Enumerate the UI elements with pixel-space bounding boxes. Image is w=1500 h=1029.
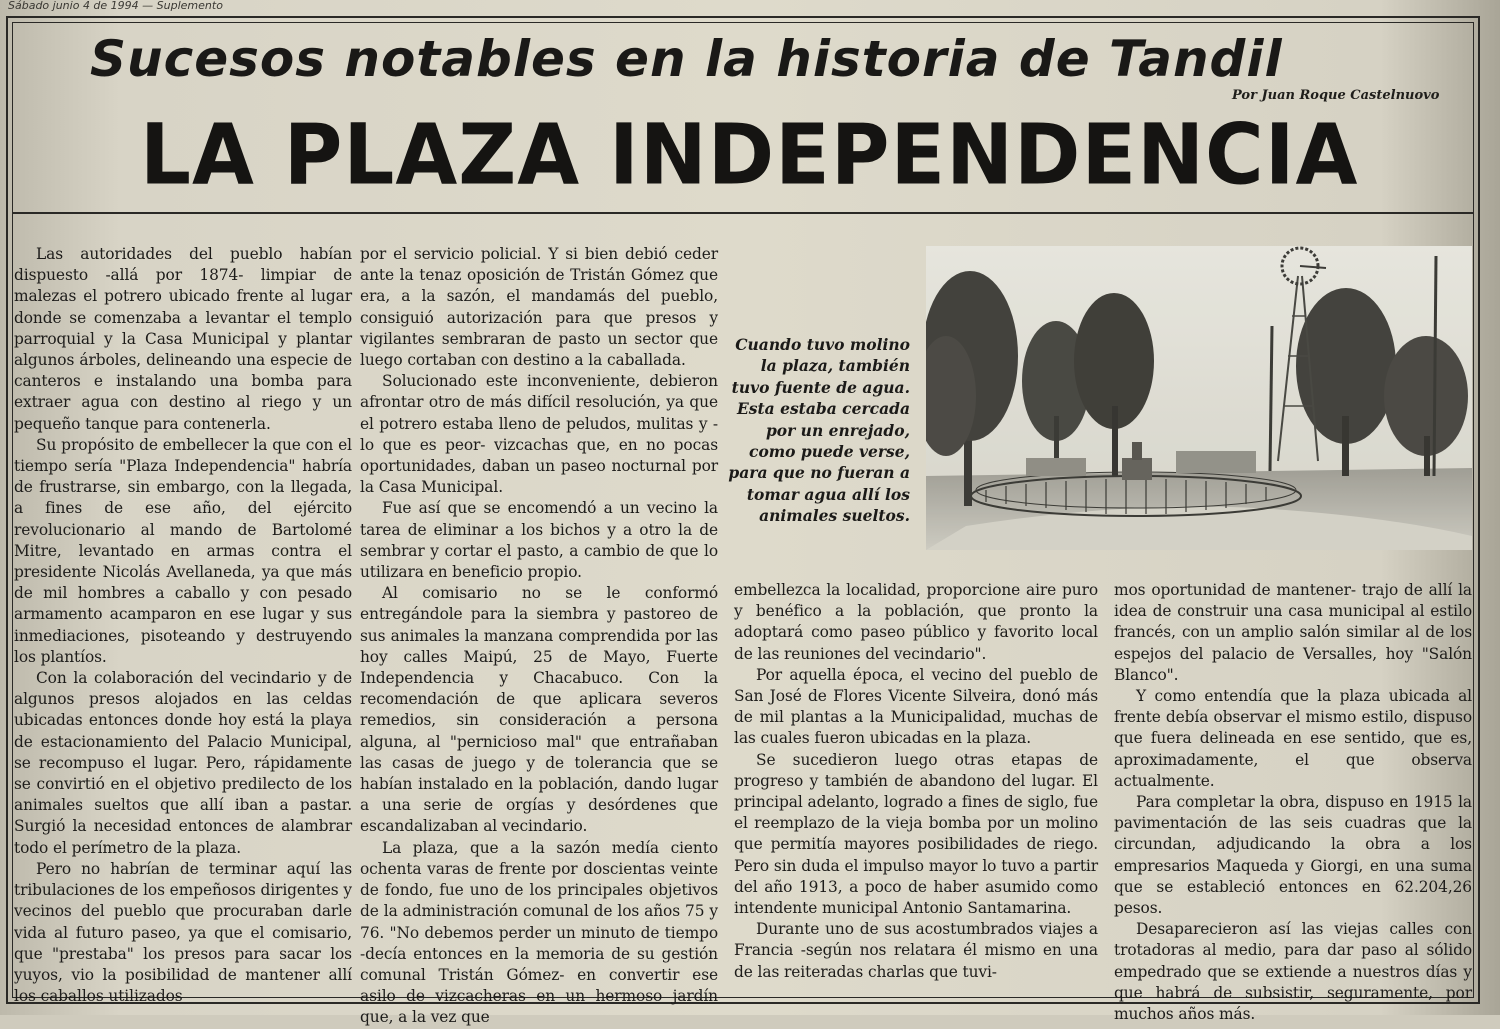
plaza-photo	[926, 246, 1472, 550]
photo-caption: Cuando tuvo molino la plaza, también tuvo fuente de agua. Esta estaba cercada por un enrejado, como puede verse, para que no fueran a tomar agua allí los animales sueltos.	[728, 335, 910, 526]
kicker-title: Sucesos notables en la historia de Tandil	[90, 30, 1283, 88]
paragraph: Desaparecieron así las viejas calles con trotadoras al medio, para dar paso al sólido empedrado que se extiende a nuestros días y que habrá de subsistir, seguramente, por muchos años más.	[1114, 920, 1472, 1024]
column-3	[734, 580, 1098, 983]
paragraph: Solucionado este inconveniente, debieron afrontar otro de más difícil resolución, ya que el potrero estaba lleno de peludos, mulitas y -lo que es peor- vizcachas que, en no pocas oportunidades, daban un paseo nocturnal por la Casa Municipal.	[360, 372, 718, 497]
headline-rule	[12, 212, 1474, 214]
paragraph: Para completar la obra, dispuso en 1915 la pavimentación de las seis cuadras que la circundan, adjudicando la obra a los empresarios Maqueda y Giorgi, en una suma que se estableció entonces en 62.204,26 pesos.	[1114, 793, 1472, 918]
headline: LA PLAZA INDEPENDENCIA	[140, 105, 1359, 204]
paragraph: Se sucedieron luego otras etapas de progreso y también de abandono del lugar. El principal adelanto, logrado a fines de siglo, fue el reemplazo de la vieja bomba por un molino que permitía mayores posibilidades de riego. Pero sin duda el impulso mayor lo tuvo a partir del año 1913, a poco de haber asumido como intendente municipal Antonio Santamarina.	[734, 750, 1098, 918]
paragraph: La plaza, que a la sazón medía ciento ochenta varas de frente por doscientas veinte de fondo, fue uno de los principales objetivos de la administración comunal de los años 75 y 76. "No debemos perder un minuto de tiempo -decía entonces en la memoria de su gestión comunal Tristán Gómez- en convertir ese asilo de vizcacheras en un hermoso jardín que, a la vez que	[360, 838, 718, 1027]
column-2	[360, 244, 718, 1029]
paragraph: Y como entendía que la plaza ubicada al frente debía observar el mismo estilo, dispuso que fuera delineada en ese sentido, que es, aproximadamente, el que observa actualmente.	[1114, 687, 1472, 790]
paragraph: Las autoridades del pueblo habían dispuesto -allá por 1874- limpiar de malezas el potrero ubicado frente al lugar donde se comenzaba a levantar el templo parroquial y la Casa Municipal y plantar algunos árboles, delineando una especie de canteros e instalando una bomba para extraer agua con destino al riego y un pequeño tanque para contenerla.	[14, 245, 352, 433]
paragraph: Al comisario no se le conformó entregándole para la siembra y pastoreo de sus animales la manzana comprendida por las hoy calles Maipú, 25 de Mayo, Fuerte Independencia y Chacabuco. Con la recomendación de que aplicara severos remedios, sin consideración a persona alguna, al "pernicioso mal" que entrañaban las casas de juego y de tolerancia que se habían instalado en la población, dando lugar a una serie de orgías y desórdenes que escandalizaban al vecindario.	[360, 584, 718, 836]
paragraph: por el servicio policial. Y si bien debió ceder ante la tenaz oposición de Tristán Gómez que era, a la sazón, el mandamás del pueblo, consiguió autorización para que presos y vigilantes sembraran de pasto un sector que luego cortaban con destino a la caballada.	[360, 245, 718, 370]
paragraph: Por aquella época, el vecino del pueblo de San José de Flores Vicente Silveira, donó más de mil plantas a la Municipalidad, muchas de las cuales fueron ubicadas en la plaza.	[734, 665, 1098, 748]
column-4	[1114, 580, 1472, 1025]
top-strip: Sábado junio 4 de 1994 — Suplemento	[8, 0, 223, 12]
paragraph: Pero no habrían de terminar aquí las tribulaciones de los empeñosos dirigentes y vecinos del pueblo que procuraban darle vida al futuro paseo, ya que el comisario, que "prestaba" los presos para sacar los yuyos, vio la posibilidad de mantener allí los caballos utilizados	[14, 859, 352, 1006]
paragraph: embellezca la localidad, proporcione aire puro y benéfico a la población, que pronto la adoptará como paseo público y favorito local de las reuniones del vecindario".	[734, 581, 1098, 663]
plaza-photo-illustration	[926, 246, 1472, 550]
paragraph: mos oportunidad de mantener- trajo de allí la idea de construir una casa municipal al estilo francés, con un amplio salón similar al de los espejos del palacio de Versalles, hoy "Salón Blanco".	[1114, 581, 1472, 684]
paragraph: Durante uno de sus acostumbrados viajes a Francia -según nos relatara él mismo en una de las reiteradas charlas que tuvi-	[734, 920, 1098, 981]
paragraph: Con la colaboración del vecindario y de algunos presos alojados en las celdas ubicadas entonces donde hoy está la playa de estacionamiento del Palacio Municipal, se recompuso el lugar. Pero, rápidamente se convirtió en el objetivo predilecto de los animales sueltos que allí iban a pastar. Surgió la necesidad entonces de alambrar todo el perímetro de la plaza.	[14, 669, 352, 857]
paragraph: Fue así que se encomendó a un vecino la tarea de eliminar a los bichos y a otro la de sembrar y cortar el pasto, a cambio de que lo utilizara en beneficio propio.	[360, 499, 718, 582]
paragraph: Su propósito de embellecer la que con el tiempo sería "Plaza Independencia" habría de frustrarse, sin embargo, con la llegada, a fines de ese año, del ejército revolucionario al mando de Bartolomé Mitre, levantado en armas contra el presidente Nicolás Avellaneda, ya que más de mil hombres a caballo y con pesado armamento acamparon en ese lugar y sus inmediaciones, pisoteando y destruyendo los plantíos.	[14, 435, 352, 666]
column-1	[14, 244, 352, 1007]
byline: Por Juan Roque Castelnuovo	[1232, 88, 1440, 103]
